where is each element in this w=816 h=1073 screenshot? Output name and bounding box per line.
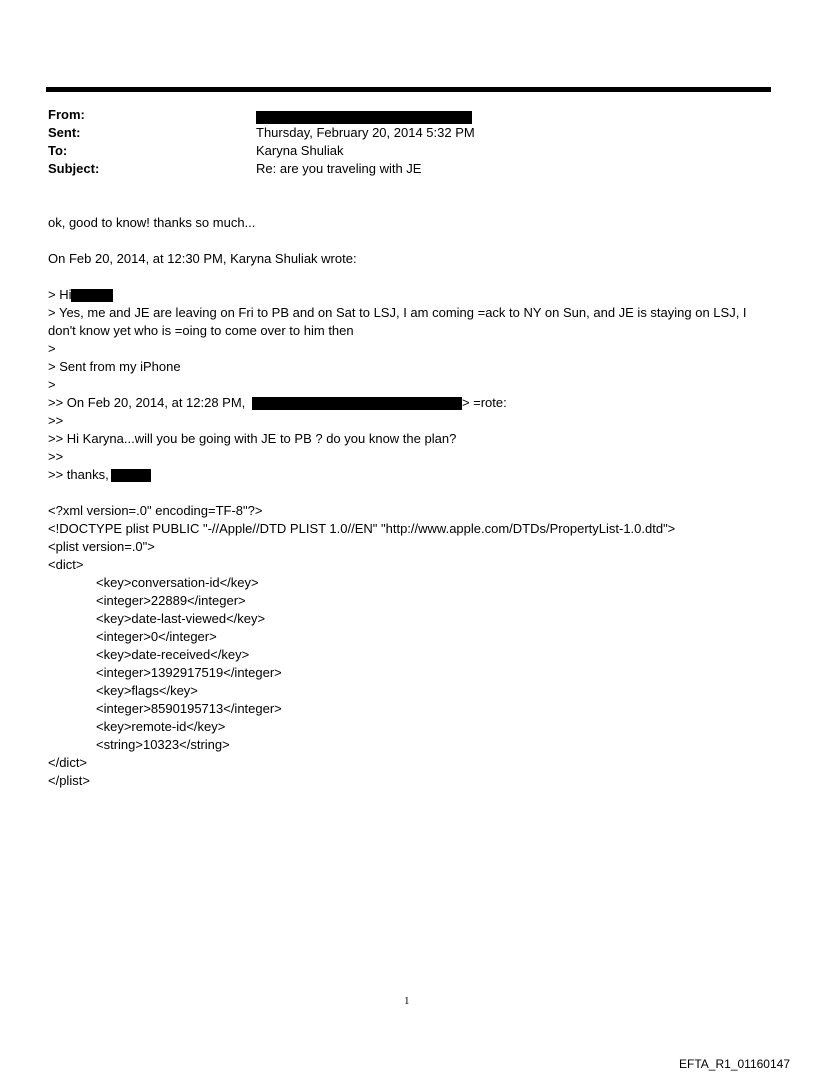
thanks-redaction [111,469,151,482]
quote-hi: > Hi [48,287,72,302]
nested-intro-suffix: > =rote: [461,395,507,410]
sent-label: Sent: [48,125,81,140]
quote-gt-2: > [48,377,56,392]
xml-line-9: <key>date-received</key> [96,647,250,662]
xml-line-12: <integer>8590195713</integer> [96,701,282,716]
nested-intro-prefix: >> On Feb 20, 2014, at 12:28 PM, [48,395,246,410]
subject-label: Subject: [48,161,100,176]
sent-value: Thursday, February 20, 2014 5:32 PM [256,125,475,140]
xml-line-16: </plist> [48,773,90,788]
xml-line-8: <integer>0</integer> [96,629,217,644]
quote-hi-line [48,286,113,304]
reply-text: ok, good to know! thanks so much... [48,215,256,230]
hi-redaction [71,289,113,302]
xml-line-5: <key>conversation-id</key> [96,575,259,590]
xml-line-3: <plist version=.0"> [48,539,155,554]
xml-line-1: <?xml version=.0" encoding=TF-8"?> [48,503,263,518]
xml-line-14: <string>10323</string> [96,737,230,752]
nested-gt-2: >> [48,449,64,464]
nested-thanks-line [48,466,151,484]
xml-line-13: <key>remote-id</key> [96,719,226,734]
header-rule [46,87,771,92]
quote-sent-from: > Sent from my iPhone [48,359,181,374]
xml-line-4: <dict> [48,557,84,572]
quote-gt-1: > [48,341,56,356]
to-label: To: [48,143,68,158]
nested-quote-intro [48,394,507,412]
xml-line-10: <integer>1392917519</integer> [96,665,282,680]
xml-line-15: </dict> [48,755,88,770]
bates-number: EFTA_R1_01160147 [679,1057,790,1071]
quote-intro: On Feb 20, 2014, at 12:30 PM, Karyna Shuliak wrote: [48,251,357,266]
xml-line-7: <key>date-last-viewed</key> [96,611,266,626]
from-label: From: [48,107,85,122]
to-value: Karyna Shuliak [256,143,344,158]
nested-gt-1: >> [48,413,64,428]
nested-thanks: >> thanks, [48,467,109,482]
quote-message: > Yes, me and JE are leaving on Fri to PB and on Sat to LSJ, I am coming =ack to NY on Sun, and JE is staying on LSJ, I don't know yet who is =oing to come over to him then [48,305,747,338]
xml-line-6: <integer>22889</integer> [96,593,246,608]
nested-message: >> Hi Karyna...will you be going with JE to PB ? do you know the plan? [48,431,457,446]
nested-intro-redaction [252,397,462,410]
xml-line-2: <!DOCTYPE plist PUBLIC "-//Apple//DTD PLIST 1.0//EN" "http://www.apple.com/DTDs/PropertyList-1.0.dtd"> [48,521,676,536]
xml-line-11: <key>flags</key> [96,683,198,698]
subject-value: Re: are you traveling with JE [256,161,422,176]
page-number: 1 [404,995,410,1007]
